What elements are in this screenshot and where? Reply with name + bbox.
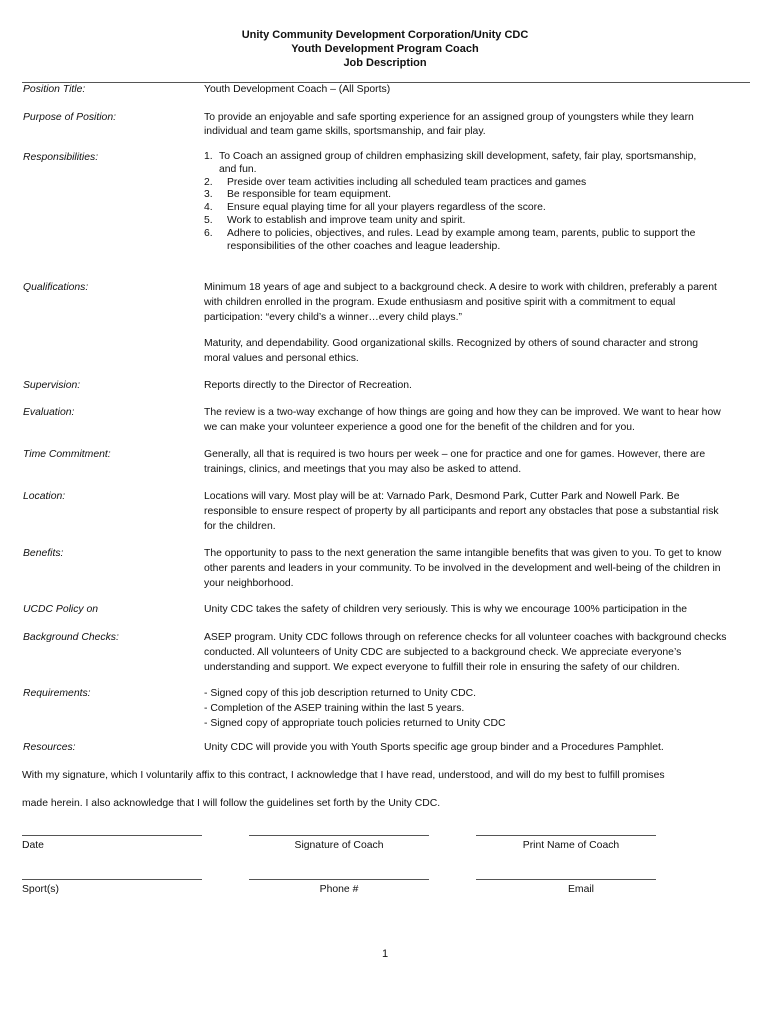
responsibility-item xyxy=(204,228,724,241)
requirements-list xyxy=(204,687,506,732)
responsibility-item xyxy=(204,189,724,202)
time-commitment-label: Time Commitment: xyxy=(23,449,111,460)
item-text: Adhere to policies, objectives, and rules. Lead by example among team, parents, public to support the xyxy=(227,227,696,239)
item-number: 3. xyxy=(204,189,213,201)
position-title-label: Position Title: xyxy=(23,84,86,95)
coach-signature-line[interactable] xyxy=(249,835,429,836)
document-title-org: Unity Community Development Corporation/Unity CDC xyxy=(241,29,529,41)
evaluation-line: we can make your volunteer experience a good one for the benefit of the children and for you. xyxy=(204,422,635,433)
resources-label: Resources: xyxy=(23,742,76,753)
policy-intro: Unity CDC takes the safety of children very seriously. This is why we encourage 100% participation in the xyxy=(204,604,688,615)
benefits-value xyxy=(204,547,721,592)
date-label: Date xyxy=(22,840,44,851)
item-text: Work to establish and improve team unity and spirit. xyxy=(227,214,466,226)
benefits-line: The opportunity to pass to the next generation the same intangible benefits that was given to you. To get to know xyxy=(204,548,722,559)
requirements-label: Requirements: xyxy=(23,688,91,699)
location-line: responsible to ensure respect of property by all participants and report any obstacles that pose a substantial risk xyxy=(204,506,719,517)
item-number: 1. xyxy=(204,151,213,162)
item-text: Ensure equal playing time for all your players regardless of the score. xyxy=(227,202,546,214)
benefits-line: your neighborhood. xyxy=(204,578,294,589)
supervision-value: Reports directly to the Director of Recreation. xyxy=(204,380,412,391)
benefits-label: Benefits: xyxy=(23,548,64,559)
item-number: 4. xyxy=(204,202,213,214)
purpose-label: Purpose of Position: xyxy=(23,112,116,123)
responsibility-item xyxy=(204,177,724,190)
purpose-line: individual and team game skills, sportsmanship, and fair play. xyxy=(204,126,486,137)
qualifications-paragraph-2 xyxy=(204,337,698,367)
background-checks-label: Background Checks: xyxy=(23,632,119,643)
location-line: for the children. xyxy=(204,521,276,532)
phone-signature-line[interactable] xyxy=(249,879,429,880)
responsibility-item xyxy=(204,202,724,215)
position-title-value: Youth Development Coach – (All Sports) xyxy=(204,84,391,95)
qualifications-label: Qualifications: xyxy=(23,282,89,293)
document-title-program: Youth Development Program Coach xyxy=(291,43,479,55)
background-checks-value xyxy=(204,631,726,676)
evaluation-label: Evaluation: xyxy=(23,407,75,418)
acknowledgement-line: With my signature, which I voluntarily affix to this contract, I acknowledge that I have read, understood, and will do my best to fulfill promises xyxy=(22,770,665,781)
location-label: Location: xyxy=(23,491,66,502)
qualifications-line: Maturity, and dependability. Good organizational skills. Recognized by others of sound character and strong xyxy=(204,338,699,349)
responsibility-item xyxy=(204,215,724,228)
item-number: 6. xyxy=(204,227,213,239)
email-signature-line[interactable] xyxy=(476,879,656,880)
item-number: 2. xyxy=(204,176,213,188)
time-commitment-line: trainings, clinics, and meetings that you may also be asked to attend. xyxy=(204,464,522,475)
purpose-value xyxy=(204,111,694,139)
signature-of-coach-label: Signature of Coach xyxy=(294,840,384,851)
qualifications-line: participation: “every child’s a winner…every child plays.” xyxy=(204,312,462,323)
sports-label: Sport(s) xyxy=(22,884,59,895)
qualifications-paragraph-1 xyxy=(204,281,717,326)
acknowledgement-line: made herein. I also acknowledge that I will follow the guidelines set forth by the Unity CDC. xyxy=(22,798,441,809)
responsibility-item xyxy=(204,151,724,164)
requirement-item: - Signed copy of appropriate touch policies returned to Unity CDC xyxy=(204,718,506,729)
item-text: To Coach an assigned group of children emphasizing skill development, safety, fair play, sportsmanship, xyxy=(219,151,697,162)
responsibilities-label: Responsibilities: xyxy=(23,152,99,163)
phone-label: Phone # xyxy=(319,884,359,895)
policy-label: UCDC Policy on xyxy=(23,604,99,615)
item-text: Be responsible for team equipment. xyxy=(227,189,392,201)
requirement-item: - Completion of the ASEP training within the last 5 years. xyxy=(204,703,465,714)
date-signature-line[interactable] xyxy=(22,835,202,836)
evaluation-line: The review is a two-way exchange of how things are going and how they can be improved. We want to hear how xyxy=(204,407,721,418)
time-commitment-value xyxy=(204,448,705,478)
responsibility-item-continued xyxy=(204,164,724,177)
print-name-of-coach-label: Print Name of Coach xyxy=(522,840,620,851)
item-number: 5. xyxy=(204,214,213,226)
sports-signature-line[interactable] xyxy=(22,879,202,880)
location-value xyxy=(204,490,719,535)
item-text: responsibilities of the other coaches and league leadership. xyxy=(227,240,501,252)
page-number: 1 xyxy=(381,948,389,960)
item-text: Preside over team activities including all scheduled team practices and games xyxy=(227,176,587,188)
qualifications-line: moral values and personal ethics. xyxy=(204,353,359,364)
requirement-item: - Signed copy of this job description returned to Unity CDC. xyxy=(204,688,477,699)
background-checks-line: conducted. All volunteers of Unity CDC are subjected to a background check. We appreciate everyone’s xyxy=(204,647,682,658)
qualifications-line: with children enrolled in the program. Exude enthusiasm and positive spirit with a commitment to equal xyxy=(204,297,676,308)
location-line: Locations will vary. Most play will be at: Varnado Park, Desmond Park, Cutter Park and Nowell Park. Be xyxy=(204,491,680,502)
document-title-job-description: Job Description xyxy=(343,57,427,69)
time-commitment-line: Generally, all that is required is two hours per week – one for practice and one for games. However, there are xyxy=(204,449,706,460)
email-label: Email xyxy=(568,884,594,895)
evaluation-value xyxy=(204,406,721,436)
item-text: and fun. xyxy=(219,163,257,175)
benefits-line: other parents and leaders in your community. To be involved in the development and well-being of the children in xyxy=(204,563,721,574)
resources-value: Unity CDC will provide you with Youth Sports specific age group binder and a Procedures Pamphlet. xyxy=(204,742,664,753)
background-checks-line: understanding and support. We expect everyone to fulfill their role in ensuring the safety of our children. xyxy=(204,662,680,673)
supervision-label: Supervision: xyxy=(23,380,81,391)
responsibility-item-continued xyxy=(204,241,724,254)
responsibilities-list xyxy=(204,151,724,253)
background-checks-line: ASEP program. Unity CDC follows through on reference checks for all volunteer coaches with background checks xyxy=(204,632,727,643)
qualifications-line: Minimum 18 years of age and subject to a background check. A desire to work with children, preferably a parent xyxy=(204,282,717,293)
purpose-line: To provide an enjoyable and safe sporting experience for an assigned group of youngsters while they learn xyxy=(204,112,694,123)
print-name-signature-line[interactable] xyxy=(476,835,656,836)
